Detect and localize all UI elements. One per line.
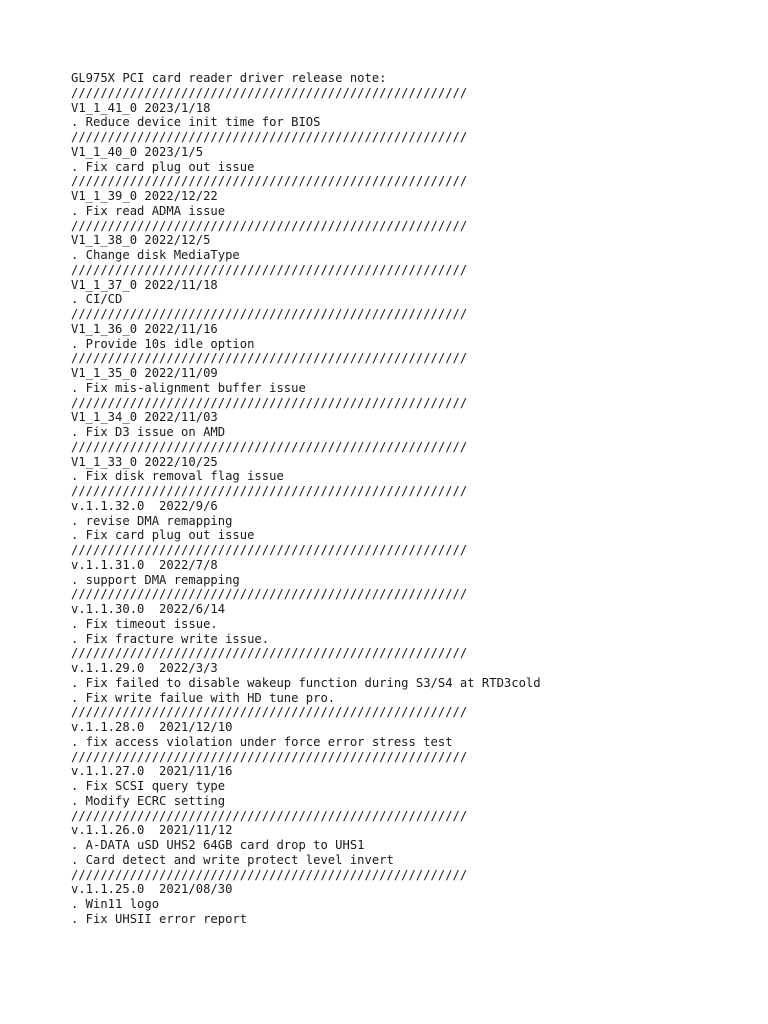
release-note-document <box>71 71 761 927</box>
change-item-line: . revise DMA remapping <box>71 513 233 528</box>
version-line: V1_1_34_0 2022/11/03 <box>71 410 218 425</box>
separator-line: ////////////////////////////////////////////////////// <box>71 808 468 823</box>
separator-line: ////////////////////////////////////////////////////// <box>71 85 468 100</box>
change-item-line: . Fix UHSII error report <box>71 911 248 926</box>
separator-line: ////////////////////////////////////////////////////// <box>71 749 468 764</box>
change-item-line: . Fix D3 issue on AMD <box>71 425 226 439</box>
version-line: v.1.1.32.0 2022/9/6 <box>71 498 218 513</box>
doc-title-line: GL975X PCI card reader driver release note: <box>71 71 387 85</box>
change-item-line: . Fix write failue with HD tune pro. <box>71 690 336 705</box>
change-item-line: . Card detect and write protect level invert <box>71 852 394 867</box>
version-line: V1_1_41_0 2023/1/18 <box>71 100 211 115</box>
change-item-line: . Fix SCSI query type <box>71 779 226 793</box>
change-item-line: . Fix disk removal flag issue <box>71 469 284 484</box>
change-item-line: . Fix read ADMA issue <box>71 203 226 218</box>
change-item-line: . CI/CD <box>71 292 123 307</box>
version-line: V1_1_39_0 2022/12/22 <box>71 189 218 203</box>
separator-line: ////////////////////////////////////////////////////// <box>71 307 468 321</box>
version-line: v.1.1.28.0 2021/12/10 <box>71 720 233 734</box>
version-line: v.1.1.26.0 2021/11/12 <box>71 823 233 838</box>
separator-line: ////////////////////////////////////////////////////// <box>71 484 468 498</box>
change-item-line: . Fix fracture write issue. <box>71 631 270 646</box>
separator-line: ////////////////////////////////////////////////////// <box>71 646 468 661</box>
change-item-line: . Change disk MediaType <box>71 248 240 262</box>
separator-line: ////////////////////////////////////////////////////// <box>71 218 468 233</box>
separator-line: ////////////////////////////////////////////////////// <box>71 543 468 557</box>
separator-line: ////////////////////////////////////////////////////// <box>71 439 468 454</box>
version-line: v.1.1.30.0 2022/6/14 <box>71 602 226 616</box>
change-item-line: . fix access violation under force error stress test <box>71 734 453 749</box>
version-line: V1_1_37_0 2022/11/18 <box>71 277 218 292</box>
separator-line: ////////////////////////////////////////////////////// <box>71 174 468 189</box>
change-item-line: . Fix timeout issue. <box>71 616 218 631</box>
change-item-line: . support DMA remapping <box>71 572 240 587</box>
change-item-line: . Modify ECRC setting <box>71 793 226 808</box>
change-item-line: . Fix failed to disable wakeup function during S3/S4 at RTD3cold <box>71 675 541 690</box>
separator-line: ////////////////////////////////////////////////////// <box>71 867 468 882</box>
separator-line: ////////////////////////////////////////////////////// <box>71 130 468 144</box>
change-item-line: . Fix mis-alignment buffer issue <box>71 380 306 395</box>
separator-line: ////////////////////////////////////////////////////// <box>71 351 468 366</box>
version-line: v.1.1.25.0 2021/08/30 <box>71 882 233 897</box>
version-line: v.1.1.27.0 2021/11/16 <box>71 764 233 779</box>
change-item-line: . Fix card plug out issue <box>71 528 255 543</box>
change-item-line: . A-DATA uSD UHS2 64GB card drop to UHS1 <box>71 838 365 852</box>
version-line: V1_1_35_0 2022/11/09 <box>71 366 218 380</box>
version-line: v.1.1.31.0 2022/7/8 <box>71 557 218 572</box>
version-line: V1_1_38_0 2022/12/5 <box>71 233 211 248</box>
separator-line: ////////////////////////////////////////////////////// <box>71 705 468 720</box>
change-item-line: . Win11 logo <box>71 897 160 911</box>
separator-line: ////////////////////////////////////////////////////// <box>71 262 468 277</box>
change-item-line: . Provide 10s idle option <box>71 336 255 351</box>
change-item-line: . Reduce device init time for BIOS <box>71 115 321 130</box>
version-line: V1_1_40_0 2023/1/5 <box>71 144 204 159</box>
version-line: V1_1_36_0 2022/11/16 <box>71 321 218 336</box>
version-line: V1_1_33_0 2022/10/25 <box>71 454 218 469</box>
separator-line: ////////////////////////////////////////////////////// <box>71 395 468 410</box>
version-line: v.1.1.29.0 2022/3/3 <box>71 661 218 675</box>
separator-line: ////////////////////////////////////////////////////// <box>71 587 468 602</box>
change-item-line: . Fix card plug out issue <box>71 159 255 174</box>
